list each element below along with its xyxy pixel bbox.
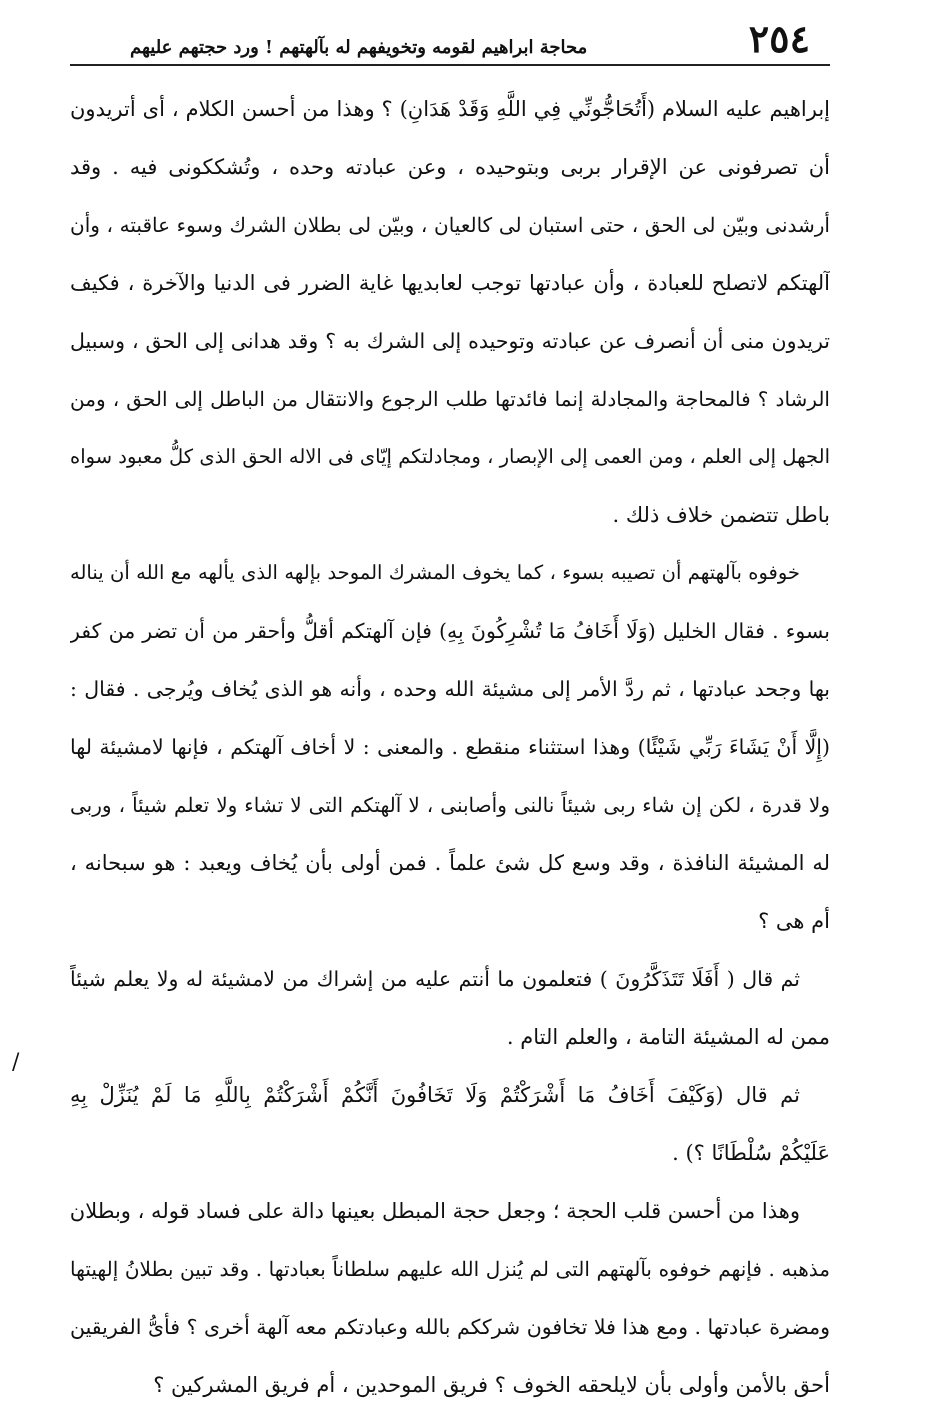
text-line: الجهل إلى العلم ، ومن العمى إلى الإبصار ، ومجادلتكم إيّاى فى الاله الحق الذى كلُّ معبود سواه [70,445,830,468]
text-line: مذهبه . فإنهم خوفوه بآلهتهم التى لم يُنزل الله عليهم سلطاناً بعبادتها . وقد تبين بطلانُ إلهيتها [70,1257,830,1281]
text-line: بسوء . فقال الخليل (وَلَا أَخَافُ مَا تُشْرِكُونَ بِهِ) فإن آلهتكم أقلُّ وأحقر من أن تضر من كفر [70,619,830,643]
text-line: ثم قال (وَكَيْفَ أَخَافُ مَا أَشْرَكْتُمْ وَلَا تَخَافُونَ أَنَّكُمْ أَشْرَكْتُمْ بِاللَّهِ مَا لَمْ يُنَزِّلْ بِهِ [70,1083,800,1107]
text-line: ومضرة عبادتها . ومع هذا فلا تخافون شرككم بالله وعبادتكم معه آلهة أخرى ؟ فأىُّ الفريقين [70,1315,830,1339]
running-title: محاجة ابراهيم لقومه وتخويفهم له بآلهتهم ! ورد حجتهم عليهم [130,37,588,58]
page-number: ٢٥٤ [748,16,810,61]
text-line: له المشيئة النافذة ، وقد وسع كل شئ علماً . فمن أولى بأن يُخاف ويعبد : هو سبحانه ، [70,851,830,875]
running-head [70,18,830,66]
text-line: باطل تتضمن خلاف ذلك . [612,503,830,527]
text-line: أن تصرفونى عن الإقرار بربى وبتوحيده ، وعن عبادته وحده ، وتُشككونى فيه . وقد [70,155,830,179]
text-line: آلهتكم لاتصلح للعبادة ، وأن عبادتها توجب لعابديها غاية الضرر فى الدنيا والآخرة ، فكيف [70,271,830,295]
margin-note: / [12,1050,20,1075]
body-text [70,80,830,1414]
book-page [70,16,830,1397]
text-line: تريدون منى أن أنصرف عن عبادته وتوحيده إلى الشرك به ؟ وقد هدانى إلى الحق ، وسبيل [70,329,830,353]
text-line: خوفوه بآلهتهم أن تصيبه بسوء ، كما يخوف المشرك الموحد بإلهه الذى يألهه مع الله أن يناله [70,561,800,584]
text-line: (إِلَّا أَنْ يَشَاءَ رَبِّي شَيْئًا) وهذا استثناء منقطع . والمعنى : لا أخاف آلهتكم ، فإنها لامشيئة لها [70,735,830,759]
text-line: بها وجحد عبادتها ، ثم ردَّ الأمر إلى مشيئة الله وحده ، وأنه هو الذى يُخاف ويُرجى . فقال : [70,677,830,701]
text-line: ثم قال ( أَفَلَا تَتَذَكَّرُونَ ) فتعلمون ما أنتم عليه من إشراك من لامشيئة له ولا يعلم شيئاً [70,967,800,991]
text-line: عَلَيْكُمْ سُلْطَانًا ؟) . [672,1141,830,1165]
text-line: أرشدنى وبيّن لى الحق ، حتى استبان لى كالعيان ، وبيّن لى بطلان الشرك وسوء عاقبته ، وأن [70,213,830,237]
text-line: أحق بالأمن وأولى بأن لايلحقه الخوف ؟ فريق الموحدين ، أم فريق المشركين ؟ [153,1373,830,1397]
text-line: أم هى ؟ [758,909,830,933]
text-line: وهذا من أحسن قلب الحجة ؛ وجعل حجة المبطل بعينها دالة على فساد قوله ، وبطلان [70,1199,800,1223]
text-line: ممن له المشيئة التامة ، والعلم التام . [506,1025,830,1049]
text-line: ولا قدرة ، لكن إن شاء ربى شيئاً نالنى وأصابنى ، لا آلهتكم التى لا تشاء ولا تعلم شيئاً ، وربى [70,793,830,817]
text-line: الرشاد ؟ فالمحاجة والمجادلة إنما فائدتها طلب الرجوع والانتقال من الباطل إلى الحق ، ومن [70,387,830,411]
text-line: إبراهيم عليه السلام (أَتُحَاجُّونِّي فِي اللَّهِ وَقَدْ هَدَانِ) ؟ وهذا من أحسن الكلام ، أى أتريدون [70,97,830,121]
